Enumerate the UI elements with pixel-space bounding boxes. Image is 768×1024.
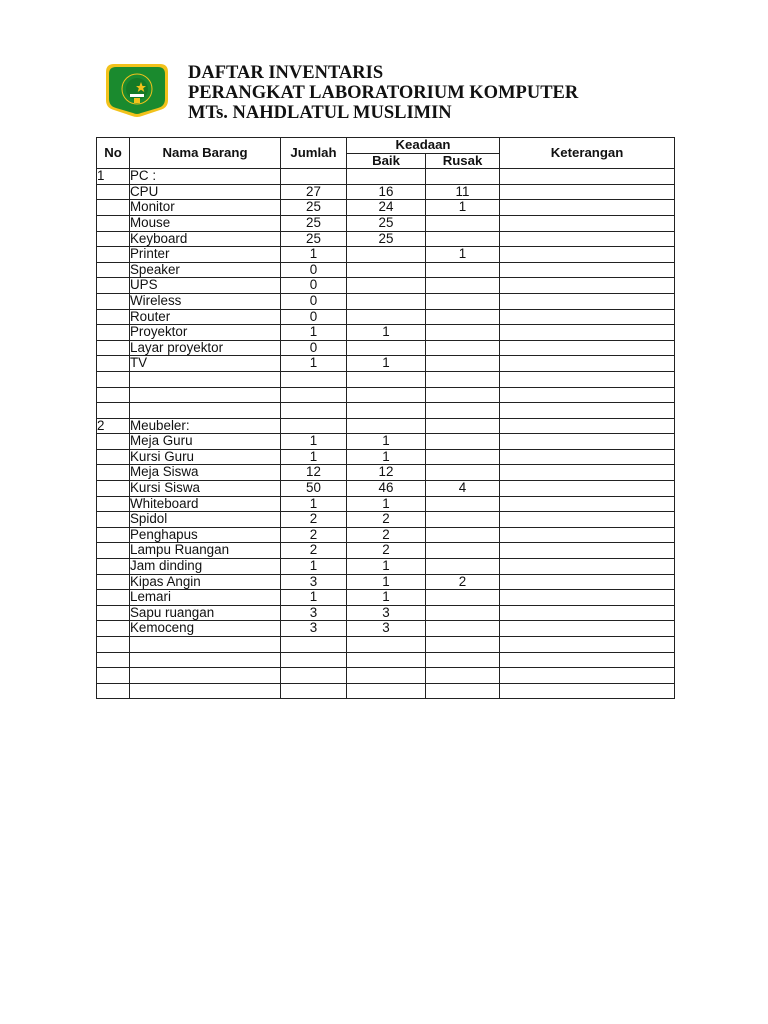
row-no [97, 683, 130, 699]
item-broken [426, 621, 500, 637]
item-notes [500, 465, 675, 481]
item-good [347, 637, 426, 653]
item-broken: 1 [426, 247, 500, 263]
row-no [97, 496, 130, 512]
table-row [97, 434, 675, 450]
item-broken [426, 293, 500, 309]
item-good: 1 [347, 574, 426, 590]
table-row [97, 496, 675, 512]
item-good: 1 [347, 325, 426, 341]
item-qty: 1 [281, 325, 347, 341]
item-notes [500, 356, 675, 372]
item-good: 1 [347, 559, 426, 575]
item-good [347, 278, 426, 294]
item-name: Mouse [130, 215, 281, 231]
item-broken [426, 559, 500, 575]
row-no [97, 262, 130, 278]
item-name: Layar proyektor [130, 340, 281, 356]
item-notes [500, 668, 675, 684]
item-qty [281, 387, 347, 403]
item-qty [281, 418, 347, 434]
item-notes [500, 184, 675, 200]
item-notes [500, 574, 675, 590]
item-broken: 4 [426, 481, 500, 497]
title-line-2: PERANGKAT LABORATORIUM KOMPUTER [188, 83, 579, 103]
item-broken [426, 527, 500, 543]
header-condition: Keadaan [347, 138, 500, 154]
table-row [97, 215, 675, 231]
item-good [347, 169, 426, 185]
item-qty: 1 [281, 247, 347, 263]
item-broken: 2 [426, 574, 500, 590]
header-name: Nama Barang [130, 138, 281, 169]
item-good [347, 387, 426, 403]
item-broken [426, 325, 500, 341]
table-row [97, 481, 675, 497]
row-no [97, 325, 130, 341]
item-good: 3 [347, 605, 426, 621]
item-name: Penghapus [130, 527, 281, 543]
item-broken [426, 465, 500, 481]
row-no [97, 247, 130, 263]
row-no [97, 668, 130, 684]
item-name [130, 387, 281, 403]
item-name: Lampu Ruangan [130, 543, 281, 559]
item-notes [500, 262, 675, 278]
item-notes [500, 637, 675, 653]
item-name: Meubeler: [130, 418, 281, 434]
item-name: Kipas Angin [130, 574, 281, 590]
item-notes [500, 418, 675, 434]
item-broken [426, 449, 500, 465]
item-broken [426, 605, 500, 621]
inventory-rows [97, 169, 675, 699]
item-notes [500, 340, 675, 356]
item-good: 16 [347, 184, 426, 200]
table-row [97, 262, 675, 278]
row-no [97, 215, 130, 231]
item-qty: 3 [281, 621, 347, 637]
table-row [97, 683, 675, 699]
item-notes [500, 683, 675, 699]
item-good: 24 [347, 200, 426, 216]
item-qty: 1 [281, 449, 347, 465]
row-no [97, 356, 130, 372]
item-qty: 25 [281, 200, 347, 216]
item-name: Router [130, 309, 281, 325]
item-name: Kursi Siswa [130, 481, 281, 497]
row-no [97, 465, 130, 481]
row-no [97, 574, 130, 590]
item-name: Jam dinding [130, 559, 281, 575]
item-broken [426, 278, 500, 294]
row-no [97, 543, 130, 559]
item-good: 2 [347, 527, 426, 543]
table-row [97, 231, 675, 247]
item-qty: 0 [281, 293, 347, 309]
item-good [347, 418, 426, 434]
item-qty [281, 637, 347, 653]
item-name: Sapu ruangan [130, 605, 281, 621]
item-notes [500, 527, 675, 543]
item-name: Speaker [130, 262, 281, 278]
row-no [97, 449, 130, 465]
item-broken [426, 340, 500, 356]
item-good [347, 340, 426, 356]
item-name [130, 371, 281, 387]
item-good: 1 [347, 449, 426, 465]
item-notes [500, 652, 675, 668]
item-notes [500, 309, 675, 325]
item-good: 3 [347, 621, 426, 637]
table-row [97, 387, 675, 403]
item-broken [426, 683, 500, 699]
header-qty: Jumlah [281, 138, 347, 169]
table-row [97, 247, 675, 263]
item-name: TV [130, 356, 281, 372]
item-qty: 1 [281, 356, 347, 372]
item-broken [426, 668, 500, 684]
item-name: Meja Guru [130, 434, 281, 450]
table-row [97, 465, 675, 481]
table-row [97, 590, 675, 606]
item-notes [500, 325, 675, 341]
item-broken [426, 496, 500, 512]
item-notes [500, 247, 675, 263]
item-qty: 2 [281, 512, 347, 528]
item-notes [500, 371, 675, 387]
row-no [97, 527, 130, 543]
item-notes [500, 200, 675, 216]
item-name: Kemoceng [130, 621, 281, 637]
item-good: 12 [347, 465, 426, 481]
row-no [97, 309, 130, 325]
item-name: Monitor [130, 200, 281, 216]
item-qty: 27 [281, 184, 347, 200]
title-line-3: MTs. NAHDLATUL MUSLIMIN [188, 103, 452, 123]
table-row [97, 403, 675, 419]
item-qty: 1 [281, 590, 347, 606]
item-qty [281, 371, 347, 387]
header-no: No [97, 138, 130, 169]
item-qty: 25 [281, 231, 347, 247]
item-good: 1 [347, 496, 426, 512]
item-name: Printer [130, 247, 281, 263]
item-good [347, 668, 426, 684]
item-qty [281, 652, 347, 668]
item-qty: 0 [281, 262, 347, 278]
item-good [347, 293, 426, 309]
item-broken [426, 434, 500, 450]
item-notes [500, 496, 675, 512]
row-no: 1 [97, 169, 130, 185]
item-name [130, 637, 281, 653]
row-no [97, 652, 130, 668]
item-notes [500, 512, 675, 528]
table-row [97, 574, 675, 590]
item-broken [426, 215, 500, 231]
table-row [97, 293, 675, 309]
row-no [97, 637, 130, 653]
row-no [97, 278, 130, 294]
table-row [97, 637, 675, 653]
item-name [130, 652, 281, 668]
item-name: Keyboard [130, 231, 281, 247]
item-broken [426, 262, 500, 278]
header-good: Baik [347, 153, 426, 169]
item-good: 1 [347, 356, 426, 372]
item-notes [500, 293, 675, 309]
table-row [97, 356, 675, 372]
item-notes [500, 169, 675, 185]
item-notes [500, 387, 675, 403]
item-good [347, 247, 426, 263]
row-no [97, 621, 130, 637]
item-notes [500, 605, 675, 621]
row-no: 2 [97, 418, 130, 434]
item-qty: 3 [281, 574, 347, 590]
item-good [347, 309, 426, 325]
row-no [97, 590, 130, 606]
item-qty: 2 [281, 527, 347, 543]
item-good: 25 [347, 215, 426, 231]
item-good [347, 683, 426, 699]
item-qty: 2 [281, 543, 347, 559]
row-no [97, 340, 130, 356]
item-broken [426, 637, 500, 653]
item-broken: 1 [426, 200, 500, 216]
item-broken [426, 403, 500, 419]
item-good: 46 [347, 481, 426, 497]
item-qty: 1 [281, 496, 347, 512]
table-row [97, 449, 675, 465]
item-name: CPU [130, 184, 281, 200]
item-notes [500, 621, 675, 637]
item-broken [426, 169, 500, 185]
item-notes [500, 559, 675, 575]
item-notes [500, 231, 675, 247]
row-no [97, 434, 130, 450]
table-row [97, 621, 675, 637]
item-qty [281, 169, 347, 185]
row-no [97, 231, 130, 247]
item-broken [426, 512, 500, 528]
item-good: 25 [347, 231, 426, 247]
table-row [97, 605, 675, 621]
item-notes [500, 278, 675, 294]
table-row [97, 668, 675, 684]
row-no [97, 293, 130, 309]
item-good: 1 [347, 590, 426, 606]
title-line-1: DAFTAR INVENTARIS [188, 63, 384, 83]
item-good: 2 [347, 543, 426, 559]
item-qty: 50 [281, 481, 347, 497]
item-qty [281, 403, 347, 419]
table-row [97, 309, 675, 325]
row-no [97, 184, 130, 200]
item-name: PC : [130, 169, 281, 185]
table-row [97, 184, 675, 200]
row-no [97, 371, 130, 387]
item-notes [500, 543, 675, 559]
table-row [97, 340, 675, 356]
item-name: Proyektor [130, 325, 281, 341]
row-no [97, 403, 130, 419]
document-title [188, 63, 578, 123]
item-broken [426, 418, 500, 434]
row-no [97, 512, 130, 528]
item-notes [500, 434, 675, 450]
item-notes [500, 215, 675, 231]
row-no [97, 605, 130, 621]
item-broken [426, 590, 500, 606]
table-row [97, 418, 675, 434]
item-good [347, 371, 426, 387]
table-row [97, 371, 675, 387]
row-no [97, 559, 130, 575]
item-qty: 3 [281, 605, 347, 621]
header-broken: Rusak [426, 153, 500, 169]
item-qty: 0 [281, 278, 347, 294]
item-qty: 1 [281, 434, 347, 450]
item-broken [426, 652, 500, 668]
item-qty [281, 668, 347, 684]
table-row [97, 559, 675, 575]
table-row [97, 527, 675, 543]
item-qty: 1 [281, 559, 347, 575]
item-name [130, 403, 281, 419]
item-notes [500, 449, 675, 465]
item-name: Wireless [130, 293, 281, 309]
item-broken [426, 543, 500, 559]
item-notes [500, 590, 675, 606]
table-row [97, 325, 675, 341]
table-row [97, 512, 675, 528]
item-name: Whiteboard [130, 496, 281, 512]
item-broken [426, 371, 500, 387]
item-name: Kursi Guru [130, 449, 281, 465]
table-row [97, 200, 675, 216]
table-row [97, 169, 675, 185]
item-qty: 0 [281, 340, 347, 356]
item-name: Meja Siswa [130, 465, 281, 481]
table-row [97, 652, 675, 668]
row-no [97, 481, 130, 497]
item-name: UPS [130, 278, 281, 294]
item-broken [426, 231, 500, 247]
header-notes: Keterangan [500, 138, 675, 169]
item-good: 1 [347, 434, 426, 450]
item-qty: 12 [281, 465, 347, 481]
item-name: Spidol [130, 512, 281, 528]
inventory-table [96, 137, 675, 699]
item-qty: 0 [281, 309, 347, 325]
school-logo [104, 60, 170, 118]
item-name [130, 668, 281, 684]
item-notes [500, 403, 675, 419]
item-broken [426, 356, 500, 372]
item-broken [426, 309, 500, 325]
item-good [347, 652, 426, 668]
table-row [97, 543, 675, 559]
item-name [130, 683, 281, 699]
item-qty: 25 [281, 215, 347, 231]
table-row [97, 278, 675, 294]
item-broken: 11 [426, 184, 500, 200]
item-qty [281, 683, 347, 699]
item-notes [500, 481, 675, 497]
item-good: 2 [347, 512, 426, 528]
item-good [347, 403, 426, 419]
row-no [97, 200, 130, 216]
item-broken [426, 387, 500, 403]
item-good [347, 262, 426, 278]
item-name: Lemari [130, 590, 281, 606]
row-no [97, 387, 130, 403]
